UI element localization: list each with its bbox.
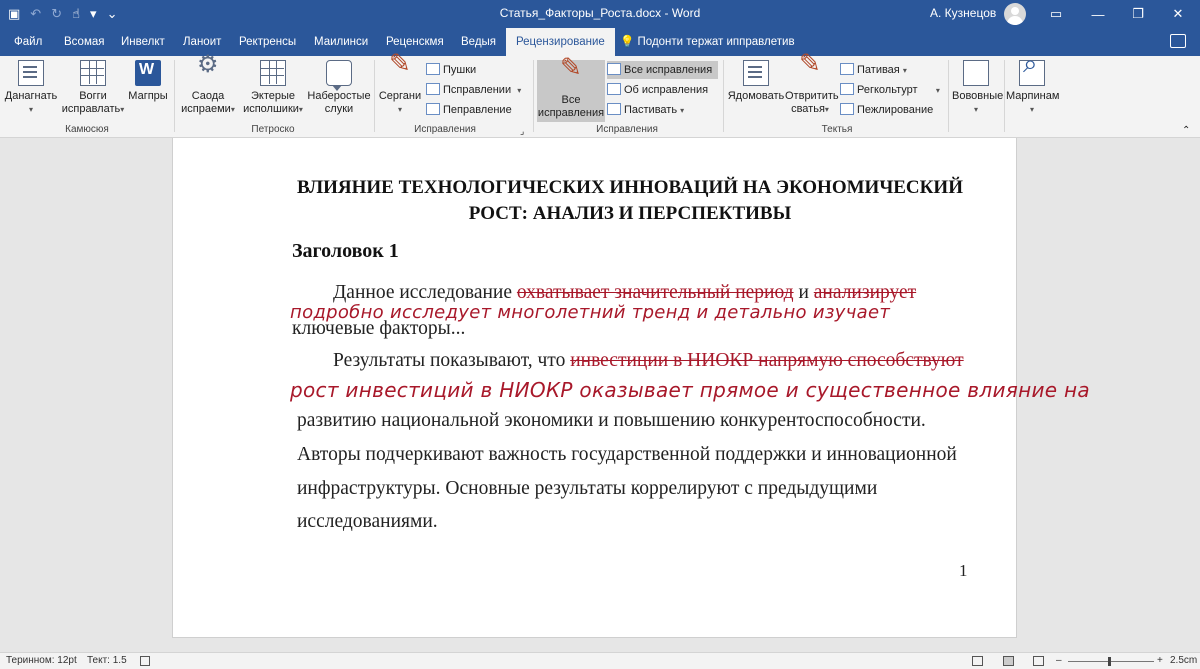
- language-button[interactable]: ⚙ Саода испраеми▾: [178, 60, 238, 116]
- redo-icon[interactable]: ↻: [51, 6, 63, 21]
- markup-icon: [426, 63, 440, 75]
- group-label-changes: Исправления: [596, 124, 658, 135]
- status-bar: [0, 652, 1200, 669]
- search-icon: [1019, 60, 1045, 86]
- translate-button[interactable]: Эктерые исполшики▾: [239, 60, 307, 116]
- tab-review[interactable]: Рецензирование: [506, 28, 615, 56]
- tab-file[interactable]: Файл: [14, 36, 43, 48]
- tab-insert[interactable]: Инвелкт: [121, 36, 165, 48]
- paragraph-2-line-2: развитию национальной экономики и повышению конкурентоспособности.: [297, 410, 926, 431]
- paragraph-2-line-3: Авторы подчеркивают важность государственной поддержки и инновационной: [297, 444, 957, 465]
- inserted-text[interactable]: рост инвестиций в НИОКР оказывает прямое и существенное влияние на: [290, 378, 1090, 402]
- document-title: ВЛИЯНИЕ ТЕХНОЛОГИЧЕСКИХ ИННОВАЦИЙ НА ЭКОНОМИЧЕСКИЙ РОСТ: АНАЛИЗ И ПЕРСПЕКТИВЫ: [297, 177, 963, 224]
- zoom-slider-thumb[interactable]: [1108, 657, 1111, 666]
- paragraph-2-line-4: инфраструктуры. Основные результаты коррелируют с предыдущими: [297, 478, 878, 499]
- accept-button[interactable]: Ядомовать: [726, 60, 786, 103]
- accept-document-icon: [743, 60, 769, 86]
- paragraph-2-line-5: исследованиями.: [297, 511, 438, 532]
- compare-icon: [840, 103, 854, 115]
- tab-layout[interactable]: Ланоит: [183, 36, 222, 48]
- protect-icon: [963, 60, 989, 86]
- show-markup-dropdown[interactable]: Пастивать ▾: [607, 101, 684, 119]
- compare-button[interactable]: Пежлирование: [840, 101, 933, 119]
- user-name[interactable]: А. Кузнецов: [930, 6, 997, 20]
- tab-home[interactable]: Всомая: [64, 36, 105, 48]
- minimize-button[interactable]: —: [1091, 6, 1105, 22]
- show-markup-button[interactable]: Пушки: [426, 61, 476, 79]
- ribbon-display-options-button[interactable]: ▭: [1049, 6, 1063, 21]
- tracking-options-button[interactable]: Пеправление: [426, 101, 512, 119]
- close-button[interactable]: ✕: [1172, 6, 1184, 21]
- group-divider: [174, 60, 175, 132]
- group-label-tracking: Исправления: [414, 124, 476, 135]
- group-label-comments: Тектья: [821, 124, 853, 135]
- inserted-text[interactable]: подробно исследует многолетний тренд и детально изучает: [290, 302, 891, 323]
- word-count-button[interactable]: W Магпры: [126, 60, 170, 103]
- lightbulb-icon: 💡: [620, 36, 635, 48]
- gear-user-icon: [195, 60, 221, 86]
- tab-mailings[interactable]: Маилинси: [314, 36, 369, 48]
- group-label-language: Петроско: [251, 124, 295, 135]
- reject-button[interactable]: ✎ Отвритить сватья▾: [785, 60, 835, 116]
- checklist-icon: [80, 60, 106, 86]
- zoom-out-button[interactable]: –: [1056, 655, 1062, 666]
- deleted-text[interactable]: охватывает значительный период: [516, 282, 794, 303]
- print-layout-icon[interactable]: [1003, 656, 1014, 666]
- read-mode-icon[interactable]: [972, 656, 983, 666]
- next-change-button[interactable]: Регкольтурт ▾: [840, 81, 940, 99]
- status-font-size[interactable]: Теринном: 12pt: [6, 655, 77, 666]
- web-layout-icon[interactable]: [1033, 656, 1044, 666]
- pane-icon: [426, 83, 440, 95]
- undo-icon[interactable]: ↶: [30, 6, 42, 21]
- pen-icon: [387, 60, 413, 86]
- markup-icon: [607, 83, 621, 95]
- document-icon: [18, 60, 44, 86]
- comment-bubble-icon: [326, 60, 352, 86]
- protect-button[interactable]: Вововные ▾: [952, 60, 1000, 116]
- status-line-spacing[interactable]: Тект: 1.5: [87, 655, 127, 666]
- tab-view[interactable]: Ведыя: [461, 36, 497, 48]
- track-changes-button[interactable]: ✎ Сергани ▾: [378, 60, 422, 116]
- vertical-scrollbar[interactable]: [1186, 138, 1200, 652]
- all-markup-button[interactable]: ✎ Все исправления: [537, 60, 605, 122]
- spelling-button[interactable]: Данагнать ▾: [4, 60, 58, 116]
- simple-markup-option[interactable]: Об исправления: [607, 81, 708, 99]
- restore-button[interactable]: ❐: [1132, 6, 1144, 21]
- all-changes-option[interactable]: Все исправления: [607, 61, 718, 79]
- filter-icon: [607, 103, 621, 115]
- zoom-in-button[interactable]: +: [1157, 655, 1163, 666]
- touch-mode-dropdown-icon[interactable]: ▾: [90, 6, 97, 21]
- table-icon: [260, 60, 286, 86]
- check-accessibility-button[interactable]: Вогги исправлать▾: [60, 60, 126, 116]
- tell-me-label: Подонти тержат ипправлетив: [637, 36, 795, 48]
- previous-change-button[interactable]: Пативая ▾: [840, 61, 907, 79]
- touch-mode-icon[interactable]: ☝: [72, 6, 81, 21]
- paragraph-1-line-1: Данное исследование охватывает значительный период и анализирует: [333, 282, 917, 303]
- proofing-status-icon[interactable]: [140, 656, 150, 666]
- next-icon: [840, 83, 854, 95]
- new-comment-button[interactable]: Наберостые слуки: [307, 60, 371, 116]
- reviewing-pane-button[interactable]: Псправлении ▾: [426, 81, 521, 99]
- check-icon: [607, 63, 621, 75]
- tab-references[interactable]: Ректренсы: [239, 36, 297, 48]
- collapse-ribbon-icon[interactable]: ⌃: [1182, 125, 1191, 136]
- reject-pen-icon: [797, 60, 823, 86]
- word-icon: [135, 60, 161, 86]
- ribbon-tabs: [0, 28, 1200, 56]
- paragraph-1-line-2: ключевые факторы...: [292, 318, 466, 339]
- tracking-dialog-launcher-icon[interactable]: ⌟: [520, 126, 525, 136]
- paragraph-2-line-1: Результаты показывают, что инвестиции в НИОКР напрямую способствуют: [333, 350, 964, 371]
- title-bar: [0, 0, 1200, 28]
- group-divider: [948, 60, 949, 132]
- ink-button[interactable]: ⌕ Марпинам ▾: [1006, 60, 1058, 116]
- avatar[interactable]: [1004, 3, 1026, 25]
- tab-review-alt[interactable]: Реценскмя: [386, 36, 444, 48]
- deleted-text[interactable]: анализирует: [813, 282, 917, 303]
- heading-1: Заголовок 1: [292, 240, 399, 262]
- group-label-proofing: Камюсюя: [65, 124, 109, 135]
- deleted-text[interactable]: инвестиции в НИОКР напрямую способствуют: [570, 350, 964, 371]
- pen-icon: [558, 64, 584, 90]
- comments-icon[interactable]: [1170, 34, 1186, 48]
- ribbon: [0, 56, 1200, 138]
- window-title: Статья_Факторы_Роста.docx - Word: [499, 6, 701, 20]
- group-divider: [374, 60, 375, 132]
- page-number: 1: [959, 561, 968, 580]
- group-divider: [533, 60, 534, 132]
- zoom-level[interactable]: 2.5cm: [1170, 655, 1198, 666]
- previous-icon: [840, 63, 854, 75]
- group-divider: [723, 60, 724, 132]
- save-icon[interactable]: ▣: [8, 6, 21, 21]
- group-divider: [1004, 60, 1005, 132]
- zoom-slider[interactable]: [1068, 661, 1154, 662]
- options-icon: [426, 103, 440, 115]
- customize-qat-icon[interactable]: ⌄: [106, 6, 118, 21]
- tell-me-box[interactable]: [620, 28, 795, 56]
